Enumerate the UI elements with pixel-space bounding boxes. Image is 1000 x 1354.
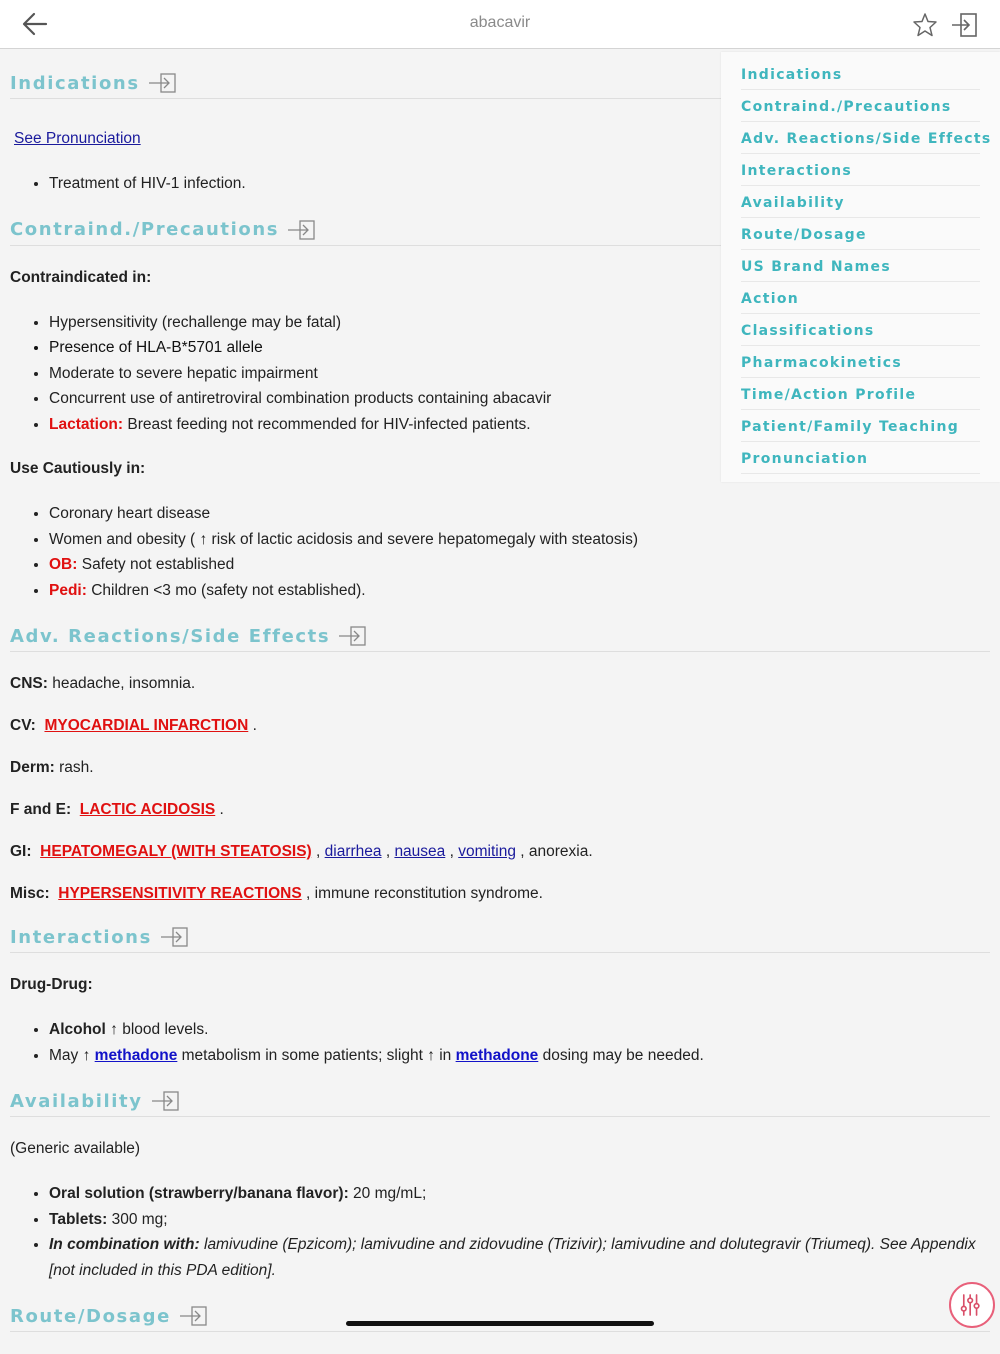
gi-end: , anorexia.	[515, 843, 593, 860]
cv-label: CV:	[10, 717, 36, 734]
methadone-text-2: metabolism in some patients; slight ↑ in	[177, 1046, 456, 1064]
tablets-text: 300 mg;	[107, 1210, 168, 1228]
list-item: • Coronary heart disease	[49, 501, 990, 527]
list-item	[49, 1181, 990, 1207]
interactions-list	[10, 1017, 990, 1068]
cv-end: .	[248, 717, 257, 734]
section-title: Adv. Reactions/Side Effects	[10, 625, 331, 647]
list-item: • Concurrent use of antiretroviral combination products containing abacavir	[49, 386, 990, 412]
list-item	[49, 1017, 990, 1043]
derm-label: Derm:	[10, 759, 55, 776]
toc-panel	[721, 52, 1000, 482]
toc-item-contraind[interactable]: Contraind./Precautions	[741, 90, 980, 122]
cns-label: CNS:	[10, 675, 48, 692]
jump-icon[interactable]	[148, 72, 178, 94]
toc-item-time-action[interactable]: Time/Action Profile	[741, 378, 980, 410]
vomiting-link[interactable]: vomiting	[458, 843, 516, 860]
methadone-link[interactable]: methadone	[94, 1046, 178, 1064]
nausea-link[interactable]: nausea	[394, 843, 446, 860]
sliders-icon	[951, 1284, 993, 1326]
list-item	[49, 1232, 990, 1283]
section-title: Indications	[10, 72, 140, 94]
separator: ,	[445, 843, 459, 860]
toc-item-action[interactable]: Action	[741, 282, 980, 314]
misc-end: , immune reconstitution syndrome.	[301, 885, 543, 902]
ob-text: Safety not established	[77, 556, 235, 573]
toc-item-classifications[interactable]: Classifications	[741, 314, 980, 346]
toc-item-availability[interactable]: Availability	[741, 186, 980, 218]
gi-label: GI:	[10, 843, 32, 860]
contraindicated-label: Contraindicated in:	[10, 268, 152, 286]
misc-line	[10, 884, 990, 904]
section-title: Availability	[10, 1090, 143, 1112]
oral-solution-text: 20 mg/mL;	[348, 1185, 427, 1202]
tablets-label: Tablets:	[49, 1210, 108, 1228]
exit-icon[interactable]	[950, 12, 978, 38]
toc-item-indications[interactable]: Indications	[741, 58, 980, 90]
toc-item-route[interactable]: Route/Dosage	[741, 218, 980, 250]
list-item	[49, 578, 990, 604]
home-indicator	[346, 1321, 654, 1326]
toc-item-brand-names[interactable]: US Brand Names	[741, 250, 980, 282]
jump-icon[interactable]	[338, 625, 368, 647]
jump-icon[interactable]	[287, 219, 317, 241]
combination-label: In combination with:	[49, 1236, 200, 1253]
cns-text: headache, insomnia.	[47, 675, 196, 692]
methadone-text-1: May ↑	[49, 1046, 95, 1064]
section-header-interactions	[10, 926, 990, 953]
lactation-label: Lactation:	[49, 415, 124, 433]
section-header-availability	[10, 1090, 990, 1117]
ob-label: OB:	[49, 556, 78, 573]
lactic-acidosis-link[interactable]: LACTIC ACIDOSIS	[79, 801, 216, 818]
toc-item-adverse[interactable]: Adv. Reactions/Side Effects	[741, 122, 980, 154]
page-title: abacavir	[469, 14, 531, 31]
section-title: Interactions	[10, 926, 152, 948]
section-title: Contraind./Precautions	[10, 219, 280, 240]
separator: ,	[311, 843, 325, 860]
separator: ,	[381, 843, 395, 860]
see-pronunciation-link[interactable]: See Pronunciation	[14, 130, 141, 147]
lactation-text: Breast feeding not recommended for HIV-infected patients.	[123, 415, 531, 433]
toc-item-teaching[interactable]: Patient/Family Teaching	[741, 410, 980, 442]
drug-drug-label: Drug-Drug:	[10, 976, 93, 993]
derm-text: rash.	[54, 759, 94, 776]
cv-line	[10, 716, 990, 736]
toc-item-interactions[interactable]: Interactions	[741, 154, 980, 186]
gi-line	[10, 842, 990, 862]
misc-label: Misc:	[10, 885, 50, 902]
pedi-label: Pedi:	[49, 581, 87, 599]
list-item: • Presence of HLA-B*5701 allele	[49, 335, 990, 361]
pedi-text: Children <3 mo (safety not established).	[86, 581, 366, 599]
jump-icon[interactable]	[160, 926, 190, 948]
methadone-text-3: dosing may be needed.	[538, 1046, 704, 1064]
hypersensitivity-reactions-link[interactable]: HYPERSENSITIVITY REACTIONS	[58, 885, 302, 902]
section-title: Route/Dosage	[10, 1305, 171, 1327]
section-header-adverse	[10, 625, 990, 652]
methadone-link[interactable]: methadone	[455, 1046, 539, 1064]
alcohol-label: Alcohol	[49, 1021, 106, 1038]
list-item	[49, 552, 990, 578]
cns-line	[10, 674, 990, 694]
myocardial-infarction-link[interactable]: MYOCARDIAL INFARCTION	[44, 717, 249, 734]
settings-filter-button[interactable]	[949, 1282, 995, 1328]
list-item: • Moderate to severe hepatic impairment	[49, 361, 990, 387]
fe-end: .	[215, 801, 224, 818]
list-item: • Women and obesity ( ↑ risk of lactic acidosis and severe hepatomegaly with steatosis)	[49, 527, 990, 553]
jump-icon[interactable]	[179, 1305, 209, 1327]
jump-icon[interactable]	[151, 1090, 181, 1112]
list-item: • Hypersensitivity (rechallenge may be fatal)	[49, 310, 990, 336]
fe-line	[10, 800, 990, 820]
list-item	[49, 1207, 990, 1233]
list-item	[49, 1043, 990, 1069]
combination-text: lamivudine (Epzicom); lamivudine and zidovudine (Trizivir); lamivudine and dolutegravir (Triumeq). See Appendix [not included in this PDA edition].	[49, 1236, 976, 1279]
star-icon[interactable]	[912, 12, 938, 38]
diarrhea-link[interactable]: diarrhea	[324, 843, 382, 860]
generic-available: (Generic available)	[10, 1140, 141, 1157]
toc-item-pronunciation[interactable]: Pronunciation	[741, 442, 980, 474]
oral-solution-label: Oral solution (strawberry/banana flavor):	[49, 1185, 349, 1202]
hepatomegaly-link[interactable]: HEPATOMEGALY (WITH STEATOSIS)	[40, 843, 312, 860]
list-item: • Treatment of HIV-1 infection.	[49, 171, 990, 197]
caution-list	[10, 501, 990, 603]
derm-line	[10, 758, 990, 778]
availability-list	[10, 1181, 990, 1283]
alcohol-text: ↑ blood levels.	[105, 1021, 209, 1038]
toc-item-pharmacokinetics[interactable]: Pharmacokinetics	[741, 346, 980, 378]
top-bar	[0, 0, 1000, 49]
use-cautiously-label: Use Cautiously in:	[10, 460, 146, 477]
fe-label: F and E:	[10, 801, 72, 818]
section-header-route	[10, 1305, 990, 1332]
